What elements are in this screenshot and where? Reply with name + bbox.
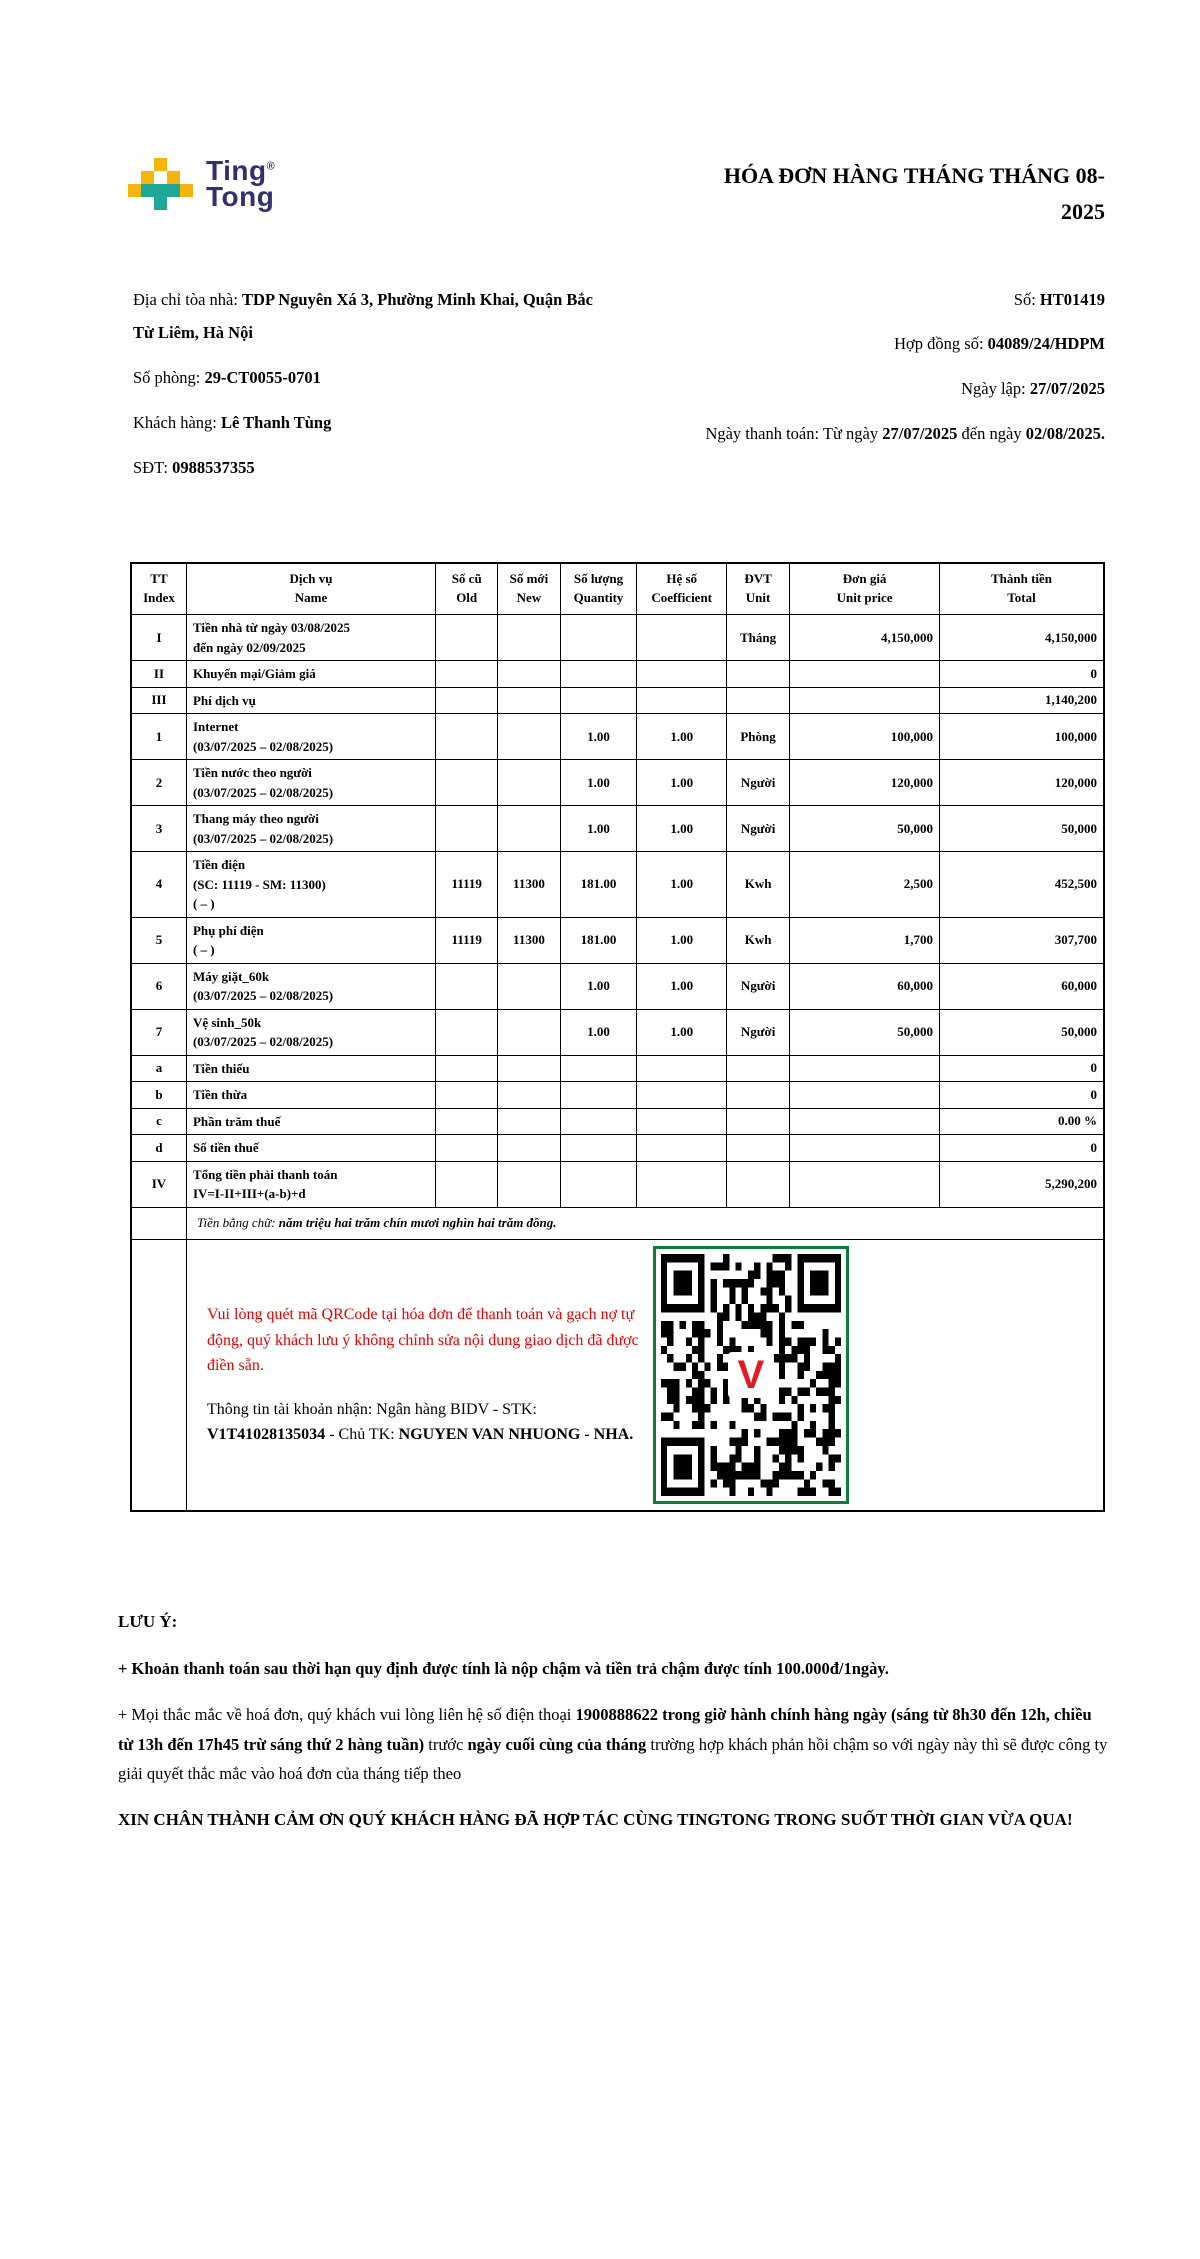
tingtong-logo-text bbox=[206, 155, 276, 213]
issue-date bbox=[705, 372, 1105, 406]
header bbox=[128, 155, 1105, 231]
table-cell: 0.00 % bbox=[940, 1108, 1104, 1135]
table-cell: Máy giặt_60k (03/07/2025 – 02/08/2025) bbox=[186, 963, 435, 1009]
text-segment: TDP Nguyên Xá 3, Phường Minh Khai, Quận Bắc Từ Liêm, Hà Nội bbox=[133, 289, 593, 343]
table-cell bbox=[498, 963, 560, 1009]
table-cell: 100,000 bbox=[790, 714, 940, 760]
table-cell: 1.00 bbox=[560, 806, 637, 852]
table-cell: Tiền nhà từ ngày 03/08/2025 đến ngày 02/09/2025 bbox=[186, 615, 435, 661]
table-cell: Kwh bbox=[726, 917, 789, 963]
table-cell: Phòng bbox=[726, 714, 789, 760]
table-cell: Người bbox=[726, 963, 789, 1009]
table-cell: 60,000 bbox=[940, 963, 1104, 1009]
table-cell bbox=[726, 661, 789, 688]
tingtong-logo-icon bbox=[128, 158, 193, 210]
table-row bbox=[131, 687, 1104, 714]
table-cell bbox=[637, 1135, 727, 1162]
table-cell: 0 bbox=[940, 661, 1104, 688]
table-cell bbox=[560, 1108, 637, 1135]
table-cell: 1.00 bbox=[637, 806, 727, 852]
text-segment: đến ngày bbox=[957, 424, 1026, 444]
contract-number bbox=[705, 327, 1105, 361]
logo-line2: Tong bbox=[206, 181, 275, 213]
table-row bbox=[131, 852, 1104, 918]
table-cell: Tiền thừa bbox=[186, 1082, 435, 1109]
table-cell bbox=[790, 1082, 940, 1109]
table-cell: Người bbox=[726, 760, 789, 806]
table-cell: I bbox=[131, 615, 186, 661]
table-cell bbox=[726, 687, 789, 714]
table-cell bbox=[560, 1082, 637, 1109]
table-cell bbox=[498, 1055, 560, 1082]
payment-period bbox=[705, 417, 1105, 451]
table-row bbox=[131, 714, 1104, 760]
table-cell: 3 bbox=[131, 806, 186, 852]
qr-row-content-cell bbox=[186, 1239, 1104, 1511]
table-cell: 1,700 bbox=[790, 917, 940, 963]
table-cell: b bbox=[131, 1082, 186, 1109]
table-cell: Người bbox=[726, 806, 789, 852]
table-cell bbox=[498, 687, 560, 714]
qr-row bbox=[131, 1239, 1104, 1511]
table-cell: 181.00 bbox=[560, 852, 637, 918]
text-segment: V1T41028135034 bbox=[206, 1426, 326, 1444]
text-segment: 02/08/2025. bbox=[1025, 424, 1105, 444]
service-table-body bbox=[131, 615, 1104, 1208]
column-header: Số cũ Old bbox=[436, 563, 498, 615]
table-cell: IV bbox=[131, 1161, 186, 1207]
text-segment: Thông tin tài khoản nhận: Ngân hàng BIDV - STK: bbox=[206, 1400, 537, 1418]
table-cell bbox=[560, 1055, 637, 1082]
invoice-title-line2: 2025 bbox=[1061, 199, 1105, 225]
table-cell: Tiền thiếu bbox=[186, 1055, 435, 1082]
table-cell bbox=[436, 760, 498, 806]
table-cell: 0 bbox=[940, 1135, 1104, 1162]
table-cell: 307,700 bbox=[940, 917, 1104, 963]
table-cell: c bbox=[131, 1108, 186, 1135]
table-cell: 50,000 bbox=[790, 1009, 940, 1055]
text-segment: NGUYEN VAN NHUONG - NHA. bbox=[398, 1426, 634, 1444]
table-cell: 1.00 bbox=[637, 963, 727, 1009]
table-cell bbox=[790, 1135, 940, 1162]
table-cell: Người bbox=[726, 1009, 789, 1055]
table-cell: 60,000 bbox=[790, 963, 940, 1009]
table-cell bbox=[436, 687, 498, 714]
table-cell bbox=[436, 1055, 498, 1082]
table-row bbox=[131, 1082, 1104, 1109]
table-cell: 181.00 bbox=[560, 917, 637, 963]
late-payment-note: + Khoản thanh toán sau thời hạn quy định được tính là nộp chậm và tiền trả chậm được tính 100.000đ/1ngày. bbox=[118, 1659, 889, 1679]
column-header: TT Index bbox=[131, 563, 186, 615]
table-cell bbox=[726, 1161, 789, 1207]
amount-in-words-label: Tiền bằng chữ: bbox=[196, 1215, 279, 1231]
invoice-title-line1: HÓA ĐƠN HÀNG THÁNG THÁNG 08- bbox=[723, 163, 1105, 188]
table-cell bbox=[436, 1082, 498, 1109]
table-cell: 0 bbox=[940, 1082, 1104, 1109]
table-cell bbox=[498, 1135, 560, 1162]
table-cell bbox=[436, 1161, 498, 1207]
amount-in-words-value: năm triệu hai trăm chín mươi nghìn hai trăm đồng. bbox=[278, 1215, 557, 1231]
column-header: Đơn giá Unit price bbox=[790, 563, 940, 615]
table-cell: d bbox=[131, 1135, 186, 1162]
text-segment: Địa chỉ tòa nhà: bbox=[133, 289, 243, 309]
column-header: Dịch vụ Name bbox=[186, 563, 435, 615]
table-row bbox=[131, 615, 1104, 661]
qr-payment-note: Vui lòng quét mã QRCode tại hóa đơn để thanh toán và gạch nợ tự động, quý khách lưu ý không chỉnh sửa nội dung giao dịch đã được điền sẵn. bbox=[206, 1305, 639, 1375]
table-cell: Phần trăm thuế bbox=[186, 1108, 435, 1135]
table-cell bbox=[790, 687, 940, 714]
table-cell bbox=[436, 1108, 498, 1135]
text-segment: Hợp đồng số: bbox=[894, 334, 988, 354]
table-cell bbox=[436, 963, 498, 1009]
table-cell: 1.00 bbox=[560, 963, 637, 1009]
qr-instructions bbox=[195, 1302, 643, 1448]
table-row bbox=[131, 1055, 1104, 1082]
thank-you-message: XIN CHÂN THÀNH CẢM ƠN QUÝ KHÁCH HÀNG ĐÃ HỢP TÁC CÙNG TINGTONG TRONG SUỐT THỜI GIAN VỪA QUA! bbox=[118, 1809, 1073, 1829]
customer-phone bbox=[133, 451, 611, 485]
table-cell: 2 bbox=[131, 760, 186, 806]
table-row bbox=[131, 760, 1104, 806]
table-cell: 2,500 bbox=[790, 852, 940, 918]
text-segment: Khách hàng: bbox=[133, 413, 221, 433]
text-segment: trước bbox=[424, 1734, 468, 1754]
table-cell: II bbox=[131, 661, 186, 688]
table-cell bbox=[498, 1009, 560, 1055]
table-cell bbox=[498, 1108, 560, 1135]
table-cell bbox=[436, 1135, 498, 1162]
table-cell: Phí dịch vụ bbox=[186, 687, 435, 714]
text-segment: 27/07/2025 bbox=[882, 424, 958, 444]
table-cell: 1.00 bbox=[637, 1009, 727, 1055]
table-cell: 1.00 bbox=[560, 1009, 637, 1055]
text-segment: Số: bbox=[1013, 289, 1040, 309]
registered-mark: ® bbox=[266, 160, 276, 173]
table-cell: 100,000 bbox=[940, 714, 1104, 760]
table-cell bbox=[637, 1055, 727, 1082]
table-cell bbox=[637, 1082, 727, 1109]
text-segment: trường hợp khách phản hồi chậm so với ngày này thì sẽ được công ty giải quyết thắc mắc vào hoá đơn của tháng tiếp theo bbox=[118, 1734, 1108, 1784]
building-address bbox=[133, 283, 611, 351]
text-segment: 27/07/2025 bbox=[1029, 379, 1105, 399]
amount-in-words-row bbox=[131, 1207, 1104, 1239]
text-segment: 04089/24/HDPM bbox=[987, 334, 1105, 354]
text-segment: + Mọi thắc mắc về hoá đơn, quý khách vui lòng liên hệ số điện thoại bbox=[118, 1704, 576, 1724]
table-cell bbox=[637, 1108, 727, 1135]
text-segment: Ngày thanh toán: Từ ngày bbox=[705, 424, 883, 444]
table-cell: Vệ sinh_50k (03/07/2025 – 02/08/2025) bbox=[186, 1009, 435, 1055]
table-cell: Internet (03/07/2025 – 02/08/2025) bbox=[186, 714, 435, 760]
table-cell bbox=[436, 661, 498, 688]
table-row bbox=[131, 1108, 1104, 1135]
table-cell: 6 bbox=[131, 963, 186, 1009]
table-cell bbox=[637, 661, 727, 688]
table-cell: 50,000 bbox=[940, 1009, 1104, 1055]
column-header: Số lượng Quantity bbox=[560, 563, 637, 615]
table-cell: a bbox=[131, 1055, 186, 1082]
table-cell: III bbox=[131, 687, 186, 714]
table-cell bbox=[436, 615, 498, 661]
table-cell bbox=[637, 687, 727, 714]
table-cell bbox=[726, 1135, 789, 1162]
table-row bbox=[131, 1009, 1104, 1055]
table-row bbox=[131, 1135, 1104, 1162]
invoice-title bbox=[724, 158, 1105, 231]
table-cell bbox=[790, 661, 940, 688]
customer-name bbox=[133, 406, 611, 440]
table-cell: 50,000 bbox=[790, 806, 940, 852]
table-cell: 1.00 bbox=[560, 714, 637, 760]
table-cell: 11300 bbox=[498, 917, 560, 963]
text-segment: Lê Thanh Tùng bbox=[220, 413, 332, 433]
text-segment: SĐT: bbox=[133, 457, 173, 477]
table-cell bbox=[726, 1055, 789, 1082]
table-cell: 1.00 bbox=[637, 917, 727, 963]
service-table bbox=[130, 562, 1105, 1513]
table-cell bbox=[790, 1161, 940, 1207]
table-cell: Tiền nước theo người (03/07/2025 – 02/08/2025) bbox=[186, 760, 435, 806]
qr-row-index-cell bbox=[131, 1239, 186, 1511]
table-cell bbox=[560, 687, 637, 714]
table-row bbox=[131, 917, 1104, 963]
table-cell bbox=[498, 661, 560, 688]
table-cell: 11119 bbox=[436, 917, 498, 963]
table-cell: 5,290,200 bbox=[940, 1161, 1104, 1207]
logo-line1: Ting bbox=[206, 155, 267, 186]
table-cell: 11119 bbox=[436, 852, 498, 918]
text-segment: HT01419 bbox=[1039, 289, 1105, 309]
table-cell bbox=[726, 1108, 789, 1135]
table-cell bbox=[498, 1161, 560, 1207]
table-cell bbox=[498, 760, 560, 806]
table-cell bbox=[790, 1055, 940, 1082]
column-header: Hệ số Coefficient bbox=[637, 563, 727, 615]
table-cell bbox=[560, 1161, 637, 1207]
text-segment: Ngày lập: bbox=[961, 379, 1030, 399]
table-cell bbox=[498, 615, 560, 661]
table-cell bbox=[436, 1009, 498, 1055]
table-cell: 1 bbox=[131, 714, 186, 760]
table-cell: 50,000 bbox=[940, 806, 1104, 852]
column-header: ĐVT Unit bbox=[726, 563, 789, 615]
text-segment: ngày cuối cùng của tháng bbox=[467, 1734, 647, 1754]
text-segment: 1900888622 trong giờ hành chính hàng ngày (sáng từ 8h30 đến 12h, chiều từ 13h đến 17h45 trừ sáng thứ 2 hàng tuần) bbox=[118, 1704, 1092, 1754]
table-row bbox=[131, 1161, 1104, 1207]
invoice-meta bbox=[705, 283, 1105, 496]
footer-notes bbox=[118, 1612, 1108, 1835]
table-cell: 4 bbox=[131, 852, 186, 918]
room-number bbox=[133, 361, 611, 395]
table-cell: Tiền điện (SC: 11119 - SM: 11300) ( – ) bbox=[186, 852, 435, 918]
text-segment: 29-CT0055-0701 bbox=[204, 368, 321, 388]
table-row bbox=[131, 661, 1104, 688]
table-cell: 1.00 bbox=[560, 760, 637, 806]
table-row bbox=[131, 806, 1104, 852]
table-cell bbox=[560, 1135, 637, 1162]
table-cell: 5 bbox=[131, 917, 186, 963]
table-cell: 1.00 bbox=[637, 760, 727, 806]
table-cell bbox=[560, 615, 637, 661]
table-cell: 1,140,200 bbox=[940, 687, 1104, 714]
invoice-number bbox=[705, 283, 1105, 317]
customer-info bbox=[133, 283, 611, 496]
text-segment: 0988537355 bbox=[172, 457, 255, 477]
table-cell: Tổng tiền phải thanh toán IV=I-II+III+(a-b)+d bbox=[186, 1161, 435, 1207]
vietqr-v-icon: V bbox=[728, 1352, 774, 1398]
table-cell bbox=[498, 806, 560, 852]
table-cell: Phụ phí điện ( – ) bbox=[186, 917, 435, 963]
column-header: Thành tiền Total bbox=[940, 563, 1104, 615]
table-cell bbox=[498, 714, 560, 760]
header-row bbox=[131, 563, 1104, 615]
qr-code bbox=[653, 1246, 849, 1504]
amount-in-words-cell bbox=[186, 1207, 1104, 1239]
table-cell: 11300 bbox=[498, 852, 560, 918]
table-cell: Số tiền thuế bbox=[186, 1135, 435, 1162]
bank-account-info bbox=[207, 1397, 643, 1448]
table-cell: Thang máy theo người (03/07/2025 – 02/08/2025) bbox=[186, 806, 435, 852]
tingtong-logo bbox=[128, 155, 276, 213]
table-cell: Tháng bbox=[726, 615, 789, 661]
text-segment: - Chủ TK: bbox=[325, 1426, 399, 1444]
table-cell bbox=[790, 1108, 940, 1135]
invoice-info bbox=[133, 283, 1105, 496]
table-cell: 1.00 bbox=[637, 714, 727, 760]
table-cell bbox=[726, 1082, 789, 1109]
column-header: Số mới New bbox=[498, 563, 560, 615]
text-segment: Số phòng: bbox=[133, 368, 205, 388]
table-cell: 4,150,000 bbox=[790, 615, 940, 661]
table-row bbox=[131, 963, 1104, 1009]
table-cell bbox=[637, 1161, 727, 1207]
table-cell bbox=[637, 615, 727, 661]
amount-words-index-cell bbox=[131, 1207, 186, 1239]
table-cell bbox=[436, 806, 498, 852]
table-cell: 120,000 bbox=[940, 760, 1104, 806]
table-cell: 4,150,000 bbox=[940, 615, 1104, 661]
hotline-note bbox=[118, 1700, 1108, 1789]
table-cell: 1.00 bbox=[637, 852, 727, 918]
table-cell: Kwh bbox=[726, 852, 789, 918]
table-cell: 452,500 bbox=[940, 852, 1104, 918]
notes-heading: LƯU Ý: bbox=[118, 1612, 178, 1632]
table-cell: 0 bbox=[940, 1055, 1104, 1082]
table-cell: 7 bbox=[131, 1009, 186, 1055]
table-cell bbox=[560, 661, 637, 688]
table-cell bbox=[498, 1082, 560, 1109]
table-cell: 120,000 bbox=[790, 760, 940, 806]
table-cell: Khuyến mại/Giảm giá bbox=[186, 661, 435, 688]
service-table-header bbox=[131, 563, 1104, 615]
table-cell bbox=[436, 714, 498, 760]
